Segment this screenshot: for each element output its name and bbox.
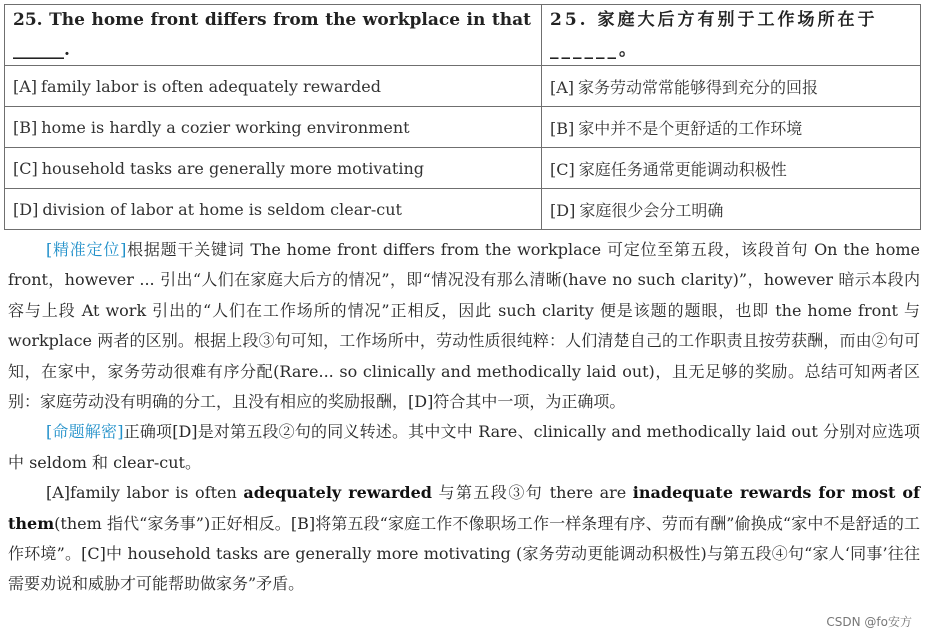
para3-part-d: (them 指代“家务事”)正好相反。[B]将第五段“家庭工作不像职场工作一样条理有序、劳而有酬”偷换成“家中不是舒适的工作环境”。[C]中 household tasks are generally more motivating (家务劳动更能调动积极性)与第五段④句“家人‘同事’往往需要劝说和威胁才可能帮助做家务”矛盾。 [8,513,920,594]
option-row-a [5,66,921,107]
decode-text: 正确项[D]是对第五段②句的同义转述。其中文中 Rare、clinically and methodically laid out 分别对应选项中 seldom 和 clear-cut。 [8,422,920,472]
option-a-en: family labor is often adequately rewarded [41,76,381,96]
option-letter: [B] [13,117,38,137]
para3-bold-1: adequately rewarded [243,483,432,503]
option-letter: [D] [550,200,576,220]
option-b-en: home is hardly a cozier working environment [41,117,410,137]
option-letter: [C] [550,159,575,179]
para3-part-c: 与第五段③句 there are [431,483,633,503]
para3-bold-2: inadequate rewards for most of them [8,483,920,533]
stem-zh-cell [542,5,921,66]
locate-text: 根据题干关键词 The home front differs from the workplace 可定位至第五段，该段首句 On the home front，however ... 引出“人们在家庭大后方的情况”，即“情况没有那么清晰(have no such clarity)”，however 暗示本段内容与上段 At work 引出的“人们在工作场所的情况”正相反，因此 such clarity 便是该题的题眼，也即 the home front 与 workplace 两者的区别。根据上段③句可知，工作场所中，劳动性质很纯粹：人们清楚自己的工作职责且按劳获酬，而由②句可知，在家中，家务劳动很难有序分配(Rare... so clinically and methodically laid out)，且无足够的奖励。总结可知两者区别：家庭劳动没有明确的分工，且没有相应的奖励报酬，[D]符合其中一项，为正确项。 [8,240,920,412]
option-letter: [A] [13,76,38,96]
decode-paragraph [8,417,920,478]
option-row-b [5,107,921,148]
option-d-zh: 家庭很少会分工明确 [579,200,724,220]
decode-tag: [命题解密] [46,422,124,442]
para3-part-a: [A]family labor is often [46,483,244,503]
option-letter: [B] [550,118,575,138]
question-stem-en: 25. The home front differs from the workplace in that ______. [13,10,531,60]
question-stem-zh: 25. 家庭大后方有别于工作场所在于______。 [550,10,878,60]
option-row-d [5,189,921,230]
option-c-zh: 家庭任务通常更能调动积极性 [578,159,787,179]
option-letter: [C] [13,158,38,178]
options-analysis-paragraph [8,478,920,600]
option-c-en: household tasks are generally more motivating [41,158,425,178]
locate-tag: [精准定位] [46,240,127,259]
stem-en-cell [5,5,542,66]
option-letter: [D] [13,199,39,219]
locate-paragraph [8,235,920,417]
option-d-en: division of labor at home is seldom clear-cut [42,199,402,219]
analysis-section [8,235,920,600]
option-letter: [A] [550,77,575,97]
question-table [4,4,921,230]
option-row-c [5,148,921,189]
option-b-zh: 家中并不是个更舒适的工作环境 [578,118,803,138]
option-a-zh: 家务劳动常常能够得到充分的回报 [578,77,819,97]
watermark: CSDN @fo安方 [826,615,912,629]
